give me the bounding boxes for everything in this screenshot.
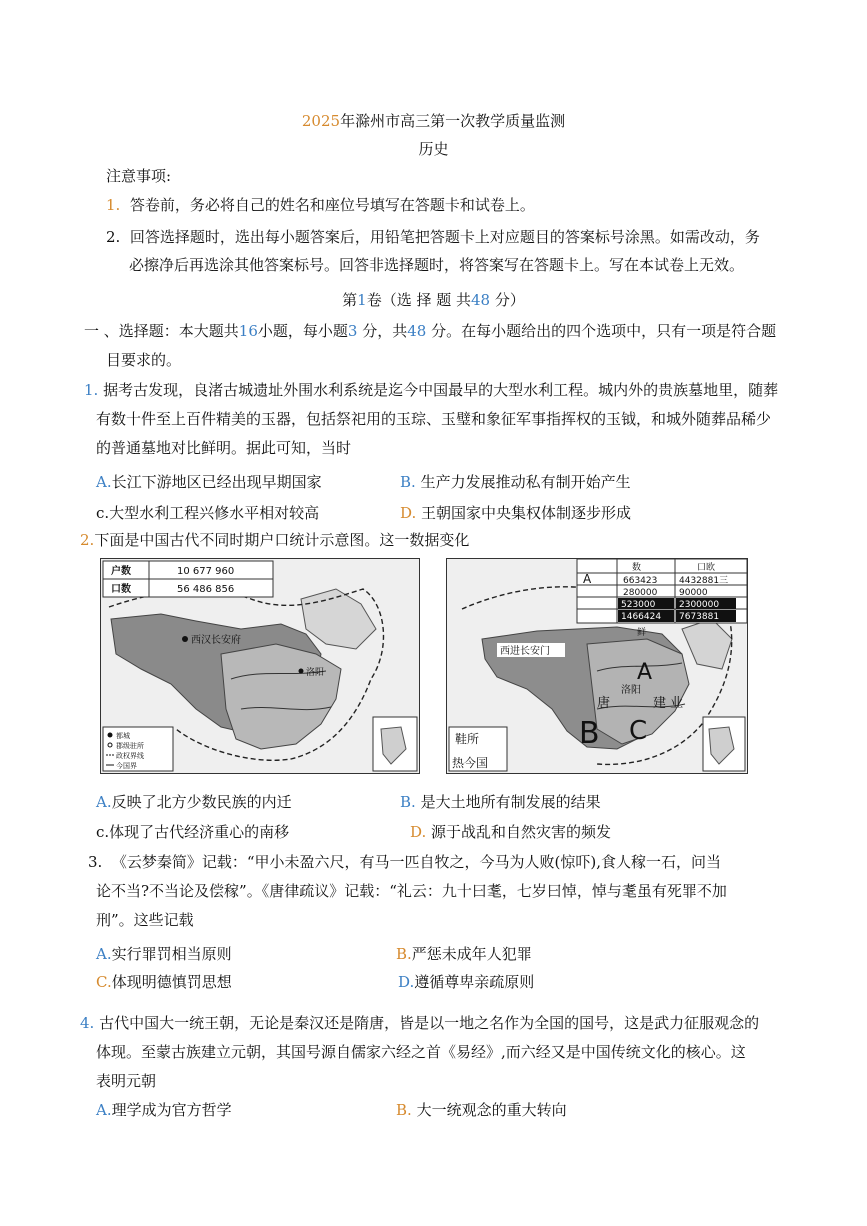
q2-text: 下面是中国古代不同时期户口统计示意图。这一数据变化 xyxy=(94,531,470,549)
map-han-row2-value: 56 486 856 xyxy=(177,584,235,595)
q4-option-b-letter: B. xyxy=(396,1101,412,1119)
q4-option-b-text: 大一统观念的重大转向 xyxy=(416,1101,567,1119)
map-han-row1-label: 户数 xyxy=(111,566,131,577)
section-num: 1 xyxy=(357,291,367,309)
q1-option-b[interactable] xyxy=(400,472,631,492)
part1-a: 一 、选择题：本大题共 xyxy=(84,322,239,340)
q2-option-d[interactable] xyxy=(410,822,611,842)
part1-count: 16 xyxy=(238,322,258,340)
q3-option-b-text: 严惩未成年人犯罪 xyxy=(411,945,532,963)
map-han-city: 洛阳 xyxy=(306,668,325,678)
q1-option-c-text: 大型水利工程兴修水平相对较高 xyxy=(109,504,320,522)
q3-line2: 论不当?不当论及偿稼”。《唐律疏议》记载：“礼云：九十曰耄，七岁曰悼，悼与耄虽有死罪不加 xyxy=(96,882,727,900)
notice-item-2-line2: 必擦净后再选涂其他答案标号。回答非选择题时，将答案写在答题卡上。写在本试卷上无效。 xyxy=(129,256,745,274)
q1-option-a-text: 长江下游地区已经出现早期国家 xyxy=(111,473,322,491)
q2-line1 xyxy=(80,530,469,550)
section-score: 48 xyxy=(471,291,491,309)
q4-line3: 表明元朝 xyxy=(96,1072,157,1090)
q3-option-d-text: 遵循尊卑亲疏原则 xyxy=(414,973,535,991)
q2-number: 2. xyxy=(80,531,95,549)
q3-option-d-letter: D. xyxy=(398,973,415,991)
q2-option-c-text: 体现了古代经济重心的南移 xyxy=(109,823,290,841)
q2-option-b-text: 是大土地所有制发展的结果 xyxy=(420,793,601,811)
q3-option-c[interactable] xyxy=(96,972,232,992)
q2-option-c[interactable] xyxy=(96,822,289,842)
q2-option-a[interactable] xyxy=(96,792,292,812)
q1-line3: 的普通墓地对比鲜明。据此可知，当时 xyxy=(96,439,352,457)
notice-item-1-text: 答卷前，务必将自己的姓名和座位号填写在答题卡和试卷上。 xyxy=(129,196,535,214)
notice-item-1 xyxy=(106,195,535,215)
q1-line1 xyxy=(84,380,778,400)
map-han-row1-value: 10 677 960 xyxy=(177,566,235,577)
map-tang-legend-2: 热今国 xyxy=(452,756,489,770)
exam-year: 2025 xyxy=(301,112,341,130)
q1-option-a-letter: A. xyxy=(96,473,112,491)
q3-option-b-letter: B. xyxy=(396,945,412,963)
exam-title-text: 年滁州市高三第一次教学质量监测 xyxy=(340,112,566,130)
map-tang-label-c: C xyxy=(629,716,648,746)
map-tang-legend-1: 鞋所 xyxy=(455,732,480,746)
map-tang-city: 洛阳 xyxy=(621,685,641,696)
part1-d: 分。在每小题给出的四个选项中，只有一项是符合题 xyxy=(426,322,777,340)
map-han xyxy=(100,558,420,774)
q2-option-d-letter: D. xyxy=(410,823,427,841)
notice-item-2-line1: 回答选择题时，选出每小题答案后，用铅笔把答题卡上对应题目的答案标号涂黑。如需改动，务 xyxy=(129,228,760,246)
q1-option-b-letter: B. xyxy=(400,473,416,491)
q1-option-b-text: 生产力发展推动私有制开始产生 xyxy=(420,473,631,491)
section-heading xyxy=(0,290,867,310)
map-tang-capital: 西进长安门 xyxy=(500,646,550,657)
map-tang-label-xian: 鲜 xyxy=(637,628,647,638)
part1-instructions-line2: 目要求的。 xyxy=(106,351,182,369)
q3-option-c-text: 体现明德慎罚思想 xyxy=(111,973,232,991)
q3-option-a-text: 实行罪罚相当原则 xyxy=(111,945,232,963)
map-tang xyxy=(446,558,748,774)
map-tang-r2c1: 280000 xyxy=(623,588,658,598)
q3-option-b[interactable] xyxy=(396,944,532,964)
q4-text-1: 古代中国大一统王朝，无论是秦汉还是隋唐，皆是以一地之名作为全国的国号，这是武力征服观念的 xyxy=(99,1014,760,1032)
part1-instructions xyxy=(84,321,776,341)
map-han-legend-3: 政权界线 xyxy=(116,752,144,760)
map-tang-r1c1: 663423 xyxy=(623,576,658,586)
q1-option-d-letter: D. xyxy=(400,504,417,522)
q1-text-1: 据考古发现，良渚古城遗址外围水利系统是迄今中国最早的大型水利工程。城内外的贵族墓地里，随葬 xyxy=(103,381,779,399)
map-tang-r2c2: 90000 xyxy=(679,588,708,598)
q2-option-c-letter: c. xyxy=(96,823,110,841)
map-tang-row-a: A xyxy=(583,572,592,586)
q2-option-a-letter: A. xyxy=(96,793,112,811)
map-han-drawing xyxy=(101,559,419,773)
q4-option-a-text: 理学成为官方哲学 xyxy=(111,1101,232,1119)
map-han-legend-2: 郡级驻所 xyxy=(116,742,144,750)
q3-option-d[interactable] xyxy=(398,972,534,992)
q1-option-c[interactable] xyxy=(96,503,319,523)
notice-heading: 注意事项: xyxy=(106,167,172,185)
q1-option-a[interactable] xyxy=(96,472,322,492)
map-tang-col1: 数 xyxy=(632,563,642,573)
notice-item-1-num: 1. xyxy=(106,196,121,214)
map-tang-r3c2: 2300000 xyxy=(679,600,720,610)
q3-option-a[interactable] xyxy=(96,944,232,964)
map-tang-label-a: A xyxy=(637,660,653,685)
map-tang-col2: 口欧 xyxy=(697,563,716,573)
q3-line3: 刑”。这些记载 xyxy=(96,911,194,929)
q2-option-d-text: 源于战乱和自然灾害的频发 xyxy=(431,823,612,841)
q4-line2: 体现。至蒙古族建立元朝，其国号源自儒家六经之首《易经》,而六经又是中国传统文化的核心。这 xyxy=(96,1043,746,1061)
map-han-legend-1: 都城 xyxy=(116,732,130,740)
q2-option-b[interactable] xyxy=(400,792,601,812)
notice-item-2-num: 2. xyxy=(106,228,121,246)
exam-title xyxy=(0,110,867,131)
q4-option-a-letter: A. xyxy=(96,1101,112,1119)
part1-b: 小题，每小题 xyxy=(257,322,348,340)
subject-title: 历史 xyxy=(418,140,449,158)
q4-line1 xyxy=(80,1013,759,1033)
part1-per: 3 xyxy=(347,322,358,340)
part1-total: 48 xyxy=(407,322,427,340)
q1-option-c-letter: c. xyxy=(96,504,110,522)
map-tang-label-b: B xyxy=(579,716,600,751)
q3-line1 xyxy=(88,852,721,872)
map-han-row2-label: 口数 xyxy=(111,584,131,595)
q3-text-1: 《云梦秦简》记载：“甲小未盈六尺，有马一匹自牧之，今马为人败(惊吓),食人稼一石，问当 xyxy=(111,853,722,871)
q4-number: 4. xyxy=(80,1014,95,1032)
notice-item-2 xyxy=(106,227,760,247)
q3-option-c-letter: C. xyxy=(96,973,112,991)
map-han-legend-4: 今国界 xyxy=(116,762,137,770)
q4-option-a[interactable] xyxy=(96,1100,232,1120)
q1-number: 1. xyxy=(84,381,99,399)
q1-option-d-text: 王朝国家中央集权体制逐步形成 xyxy=(421,504,632,522)
q1-line2: 有数十件至上百件精美的玉器，包括祭祀用的玉琮、玉璧和象征军事指挥权的玉钺，和城外随葬品稀少 xyxy=(96,410,772,428)
q2-option-a-text: 反映了北方少数民族的内迁 xyxy=(111,793,292,811)
map-tang-r3c1: 523000 xyxy=(621,600,656,610)
part1-c: 分，共 xyxy=(357,322,408,340)
map-tang-jianye: 建 业 xyxy=(653,696,684,711)
section-mid: 卷（选 择 题 共 xyxy=(366,291,471,309)
q2-option-b-letter: B. xyxy=(400,793,416,811)
section-pre: 第 xyxy=(342,291,358,309)
q4-option-b[interactable] xyxy=(396,1100,567,1120)
legend-capital-icon xyxy=(108,733,113,738)
map-han-capital: 西汉长安府 xyxy=(191,635,241,646)
q1-option-d[interactable] xyxy=(400,503,631,523)
map-tang-drawing xyxy=(447,559,747,773)
map-tang-r4c2: 7673881 xyxy=(679,612,720,622)
q3-option-a-letter: A. xyxy=(96,945,112,963)
map-tang-tang: 唐 xyxy=(597,696,611,711)
section-post: 分） xyxy=(490,291,525,309)
map-tang-r1c2: 4432881三 xyxy=(679,576,729,586)
q3-number: 3. xyxy=(88,853,103,871)
map-tang-r4c1: 1466424 xyxy=(621,612,662,622)
